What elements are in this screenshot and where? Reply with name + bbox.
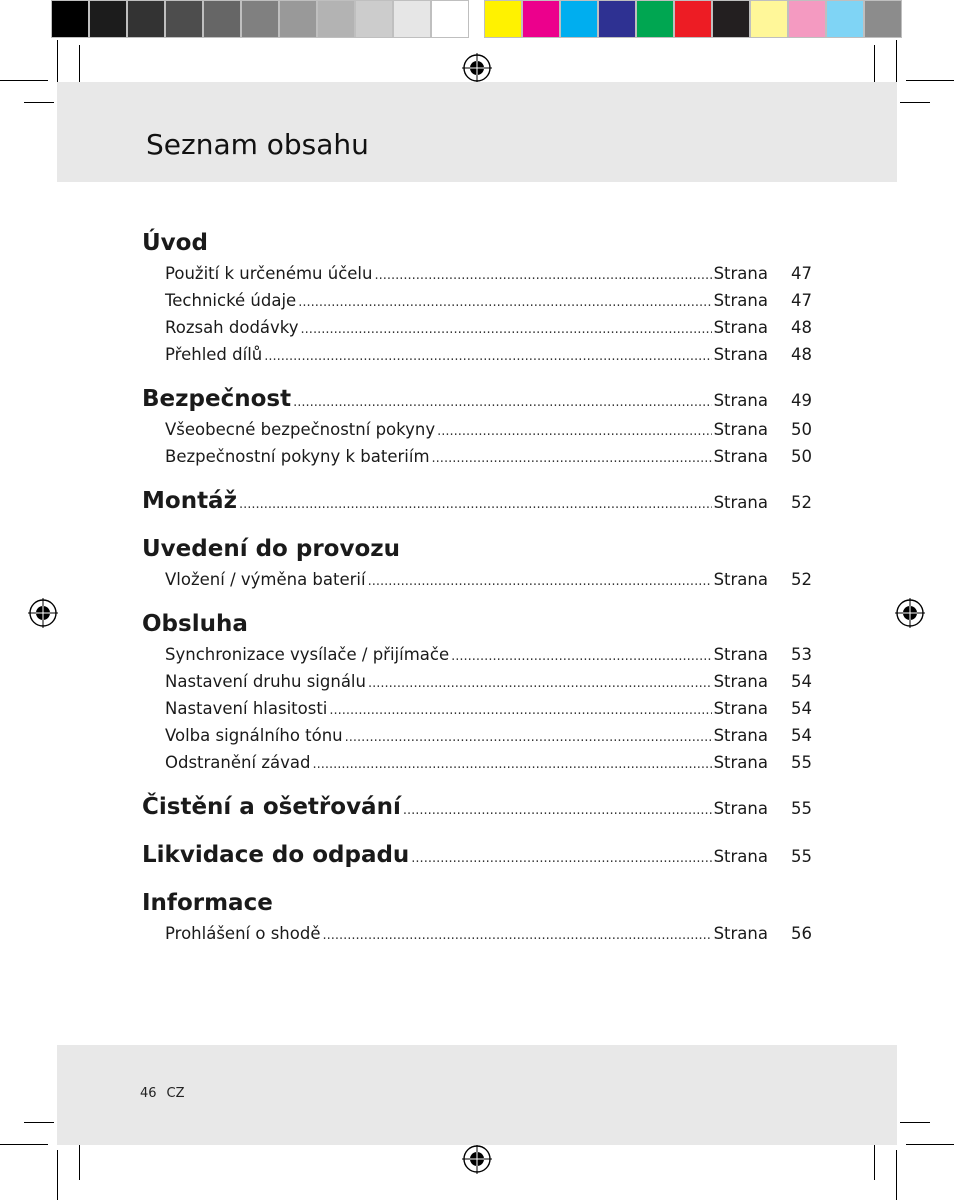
leader-dots <box>301 316 712 343</box>
leader-dots <box>345 724 712 751</box>
toc-section-heading-row[interactable] <box>142 382 812 416</box>
page-number: 48 <box>791 345 812 364</box>
registration-mark-icon <box>28 598 58 628</box>
toc-entry[interactable] <box>142 443 812 470</box>
strana-label: Strana <box>713 753 768 772</box>
leader-dots <box>437 418 711 445</box>
section-title: Čistění a ošetřování <box>142 794 401 820</box>
toc-entry[interactable] <box>142 287 812 314</box>
strana-label: Strana <box>713 291 768 310</box>
toc-entry[interactable] <box>142 722 812 749</box>
crop-mark <box>874 1140 875 1180</box>
color-swatch <box>826 0 864 38</box>
gray-swatch <box>51 0 89 38</box>
crop-mark <box>874 45 875 85</box>
strana-label: Strana <box>713 924 768 943</box>
color-swatch <box>712 0 750 38</box>
page-number: 54 <box>791 726 812 745</box>
strana-label: Strana <box>713 672 768 691</box>
section-title: Montáž <box>142 488 237 514</box>
page-number: 48 <box>791 318 812 337</box>
leader-dots <box>322 922 711 949</box>
entry-title: Použití k určenému účelu <box>165 264 373 283</box>
registration-mark-icon <box>462 1144 492 1174</box>
strana-label: Strana <box>713 420 768 439</box>
language-code: CZ <box>166 1086 185 1101</box>
page-number: 54 <box>791 672 812 691</box>
crop-mark <box>0 80 48 81</box>
entry-title: Všeobecné bezpečnostní pokyny <box>165 420 436 439</box>
registration-mark-icon <box>895 598 925 628</box>
crop-mark <box>906 1144 954 1145</box>
gray-swatch <box>279 0 317 38</box>
crop-mark <box>906 80 954 81</box>
strana-label: Strana <box>713 570 768 589</box>
color-swatch <box>674 0 712 38</box>
page-number: 56 <box>791 924 812 943</box>
gray-swatch <box>393 0 431 38</box>
entry-title: Nastavení druhu signálu <box>165 672 366 691</box>
color-swatch <box>560 0 598 38</box>
color-swatch <box>864 0 902 38</box>
leader-dots <box>451 643 711 670</box>
crop-mark <box>79 45 80 85</box>
entry-title: Odstranění závad <box>165 753 311 772</box>
leader-dots <box>403 794 712 828</box>
toc-section <box>142 532 812 593</box>
crop-mark <box>24 1122 54 1123</box>
registration-mark-icon <box>462 53 492 83</box>
entry-title: Vložení / výměna baterií <box>165 570 366 589</box>
toc-entry[interactable] <box>142 566 812 593</box>
color-swatch <box>788 0 826 38</box>
section-title: Likvidace do odpadu <box>142 842 410 868</box>
leader-dots <box>329 697 711 724</box>
page-number: 52 <box>791 570 812 589</box>
entry-title: Přehled dílů <box>165 345 263 364</box>
gray-swatch <box>165 0 203 38</box>
gray-swatch <box>431 0 469 38</box>
entry-title: Rozsah dodávky <box>165 318 299 337</box>
color-swatch <box>484 0 522 38</box>
gray-swatch <box>317 0 355 38</box>
page-number: 47 <box>791 264 812 283</box>
toc-section <box>142 790 812 824</box>
title-band <box>57 82 897 182</box>
footer <box>140 1086 185 1101</box>
color-swatch <box>636 0 674 38</box>
gray-swatch <box>241 0 279 38</box>
toc-section-heading-row[interactable] <box>142 790 812 824</box>
crop-mark <box>24 102 54 103</box>
leader-dots <box>264 343 711 370</box>
page-number: 55 <box>791 799 812 818</box>
toc-section <box>142 886 812 947</box>
page-number: 53 <box>791 645 812 664</box>
strana-label: Strana <box>713 447 768 466</box>
page-number: 46 <box>140 1086 157 1101</box>
entry-title: Volba signálního tónu <box>165 726 343 745</box>
gray-swatch <box>355 0 393 38</box>
color-swatch <box>750 0 788 38</box>
toc-entry[interactable] <box>142 416 812 443</box>
leader-dots <box>312 751 711 778</box>
gray-swatch <box>89 0 127 38</box>
page-number: 50 <box>791 420 812 439</box>
crop-mark <box>896 1150 897 1200</box>
strana-label: Strana <box>713 699 768 718</box>
leader-dots <box>293 386 712 420</box>
section-title: Úvod <box>142 230 208 256</box>
gray-scale-bar <box>51 0 469 40</box>
strana-label: Strana <box>713 264 768 283</box>
page-number: 52 <box>791 493 812 512</box>
leader-dots <box>368 568 712 595</box>
leader-dots <box>298 289 711 316</box>
crop-mark <box>900 102 930 103</box>
gray-swatch <box>203 0 241 38</box>
toc-section <box>142 226 812 368</box>
leader-dots <box>411 842 711 876</box>
toc-entry[interactable] <box>142 341 812 368</box>
toc-section <box>142 607 812 776</box>
section-title: Bezpečnost <box>142 386 292 412</box>
page-number: 55 <box>791 847 812 866</box>
toc-section-heading-row[interactable] <box>142 838 812 872</box>
gray-swatch <box>127 0 165 38</box>
table-of-contents <box>142 226 812 961</box>
page-number: 50 <box>791 447 812 466</box>
toc-entry[interactable] <box>142 668 812 695</box>
footer-band <box>57 1045 897 1145</box>
strana-label: Strana <box>713 493 768 512</box>
entry-title: Nastavení hlasitosti <box>165 699 328 718</box>
page-number: 55 <box>791 753 812 772</box>
page-title: Seznam obsahu <box>146 128 369 161</box>
section-title: Obsluha <box>142 611 248 637</box>
leader-dots <box>432 445 712 472</box>
entry-title: Bezpečnostní pokyny k bateriím <box>165 447 430 466</box>
strana-label: Strana <box>713 318 768 337</box>
toc-section <box>142 838 812 872</box>
section-title: Informace <box>142 890 273 916</box>
color-swatch <box>522 0 560 38</box>
leader-dots <box>239 488 712 522</box>
toc-entry[interactable] <box>142 314 812 341</box>
toc-section-heading-row[interactable] <box>142 484 812 518</box>
page-number: 49 <box>791 391 812 410</box>
leader-dots <box>374 262 711 289</box>
page-number: 54 <box>791 699 812 718</box>
toc-section <box>142 382 812 470</box>
section-title: Uvedení do provozu <box>142 536 401 562</box>
crop-mark <box>0 1144 48 1145</box>
color-scale-bar <box>484 0 902 40</box>
strana-label: Strana <box>713 391 768 410</box>
entry-title: Prohlášení o shodě <box>165 924 321 943</box>
color-swatch <box>598 0 636 38</box>
leader-dots <box>368 670 712 697</box>
strana-label: Strana <box>713 645 768 664</box>
toc-entry[interactable] <box>142 641 812 668</box>
strana-label: Strana <box>713 799 768 818</box>
entry-title: Technické údaje <box>165 291 297 310</box>
entry-title: Synchronizace vysílače / přijímače <box>165 645 450 664</box>
crop-mark <box>79 1140 80 1180</box>
crop-mark <box>57 1150 58 1200</box>
toc-entry[interactable] <box>142 920 812 947</box>
crop-mark <box>900 1122 930 1123</box>
page-number: 47 <box>791 291 812 310</box>
toc-entry[interactable] <box>142 749 812 776</box>
strana-label: Strana <box>713 726 768 745</box>
toc-entry[interactable] <box>142 695 812 722</box>
toc-section <box>142 484 812 518</box>
strana-label: Strana <box>713 847 768 866</box>
toc-entry[interactable] <box>142 260 812 287</box>
strana-label: Strana <box>713 345 768 364</box>
